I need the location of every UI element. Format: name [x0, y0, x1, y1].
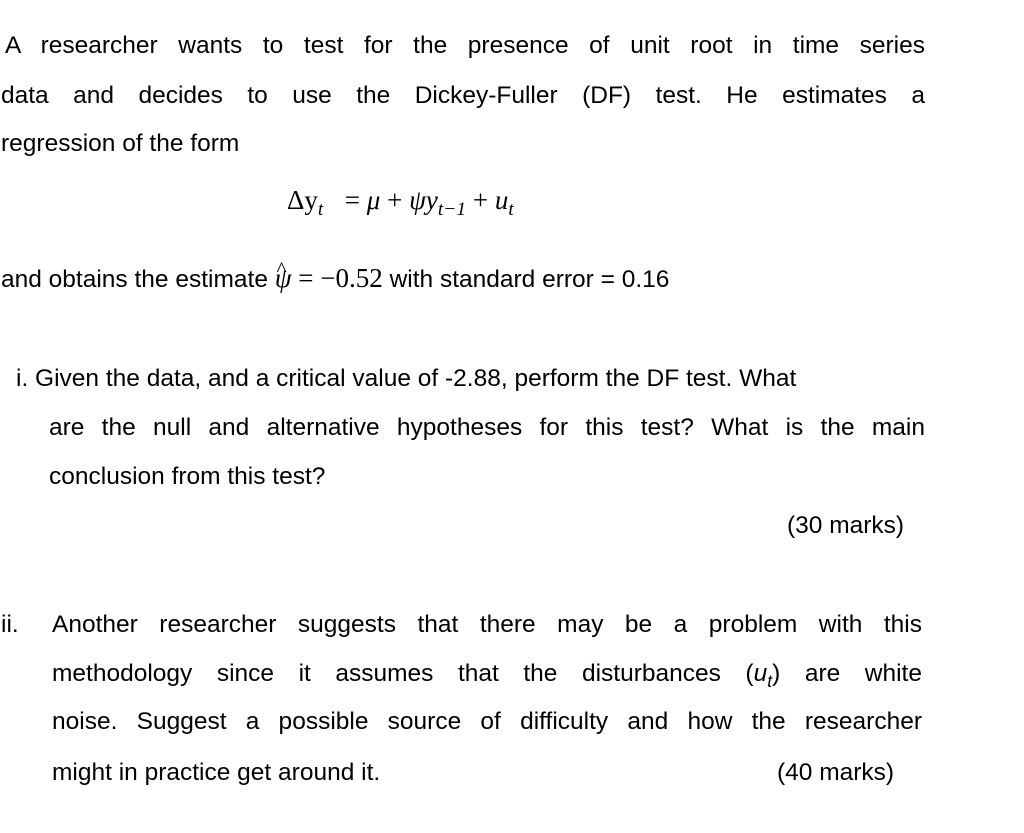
regression-equation	[287, 185, 514, 219]
eq-u-term: $u_t$	[494, 185, 514, 221]
estimate-suffix: with standard error = 0.16	[389, 266, 670, 293]
eq-plus-2: +	[472, 185, 489, 215]
eq-equals: =	[344, 185, 361, 215]
question-ii-line-3: noise. Suggest a possible source of difficulty and how the researcher	[52, 708, 922, 735]
estimate-psi-hat: ^ ψ = −0.52	[275, 263, 383, 293]
question-i-line-1: i. Given the data, and a critical value of -2.88, perform the DF test. What	[16, 365, 797, 392]
eq-mu: μ	[366, 185, 381, 215]
question-ii-line-1: Another researcher suggests that there may be a problem with this	[52, 611, 922, 638]
question-i-line-2: are the null and alternative hypotheses for this test? What is the main	[49, 414, 925, 441]
question-ii-line-2: methodology since it assumes that the disturbances $(u_t)$ are white	[52, 660, 922, 691]
estimate-line	[1, 263, 669, 295]
question-ii-line-4: might in practice get around it.	[52, 759, 381, 786]
estimate-prefix: and obtains the estimate	[1, 266, 268, 293]
intro-line-2: data and decides to use the Dickey-Fuller (DF) test. He estimates a	[1, 82, 925, 109]
eq-lhs: $\Delta y_t$	[287, 185, 324, 221]
eq-plus-1: +	[387, 185, 403, 215]
question-i-marks: (30 marks)	[787, 512, 905, 539]
eq-psi-term: $\psi y_{t-1}$	[409, 185, 467, 221]
intro-line-1: A researcher wants to test for the presence of unit root in time series	[5, 32, 925, 59]
question-ii-numeral: ii.	[1, 611, 19, 638]
intro-line-3: regression of the form	[1, 130, 240, 157]
question-i-line-3: conclusion from this test?	[49, 463, 326, 490]
question-ii-marks: (40 marks)	[777, 759, 895, 786]
